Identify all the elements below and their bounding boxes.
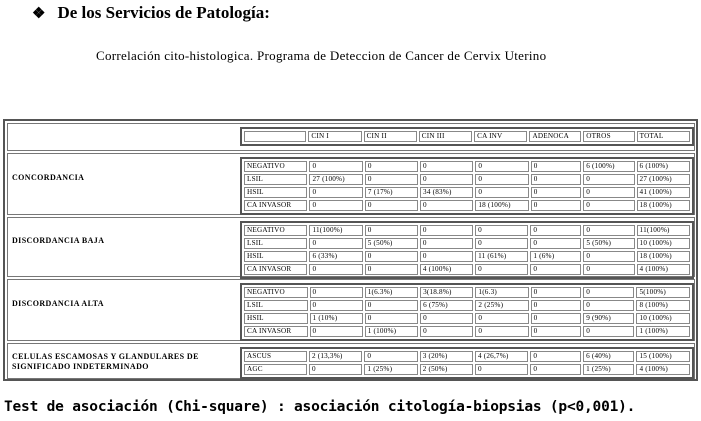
data-cell: 0: [420, 200, 473, 211]
column-header-cell: CIN I: [308, 131, 361, 142]
row-category-cell: HSIL: [244, 251, 307, 262]
data-cell: 4 (26,7%): [475, 351, 528, 362]
data-cell: 18 (100%): [475, 200, 528, 211]
data-cell: 0: [530, 364, 581, 375]
row-category-cell: LSIL: [244, 238, 307, 249]
data-cell: 0: [420, 174, 473, 185]
section-data-box: [240, 283, 694, 341]
data-cell: 2 (50%): [420, 364, 473, 375]
data-cell: 10 (100%): [636, 313, 690, 324]
row-category-cell: LSIL: [244, 300, 308, 311]
data-cell: 0: [583, 225, 634, 236]
data-cell: 1 (10%): [310, 313, 363, 324]
data-cell: 4 (100%): [637, 264, 690, 275]
data-cell: 27 (100%): [637, 174, 690, 185]
section-data-box: [240, 221, 694, 279]
section-data-box: [240, 347, 694, 379]
row-category-cell: CA INVASOR: [244, 264, 307, 275]
data-cell: 6 (75%): [420, 300, 473, 311]
data-cell: 0: [475, 364, 528, 375]
discordancia-baja-section: [7, 217, 695, 277]
table-row: [244, 161, 690, 172]
data-cell: 27 (100%): [309, 174, 362, 185]
table-row: [244, 364, 690, 375]
table-row: [244, 200, 690, 211]
header-row-box: [240, 127, 694, 146]
data-cell: 1(6.3%): [365, 287, 418, 298]
table-row: [244, 287, 690, 298]
data-cell: 0: [365, 161, 418, 172]
table-row: [244, 313, 690, 324]
row-category-cell: CA INVASOR: [244, 326, 308, 337]
data-cell: 0: [309, 238, 362, 249]
header-section: [7, 123, 695, 151]
data-cell: 10 (100%): [637, 238, 690, 249]
row-category-cell: NEGATIVO: [244, 287, 308, 298]
data-cell: 3(18.8%): [420, 287, 473, 298]
section-data-table: [242, 223, 692, 277]
column-header-cell: CIN III: [419, 131, 472, 142]
table-row: [244, 187, 690, 198]
data-cell: 0: [475, 238, 528, 249]
data-cell: 0: [365, 174, 418, 185]
data-cell: 0: [365, 264, 418, 275]
data-cell: 0: [583, 300, 634, 311]
data-cell: 18 (100%): [637, 251, 690, 262]
data-cell: 0: [531, 326, 582, 337]
section-data-table: [242, 159, 692, 213]
chi-square-note: Test de asociación (Chi-square) : asociación citología-biopsias (p<0,001).: [4, 399, 636, 415]
data-cell: 0: [420, 251, 473, 262]
data-cell: 5 (50%): [365, 238, 418, 249]
data-cell: 5 (50%): [583, 238, 634, 249]
data-cell: 11(100%): [309, 225, 362, 236]
data-cell: 6 (40%): [583, 351, 634, 362]
data-cell: 2 (25%): [475, 300, 528, 311]
data-cell: 4 (100%): [636, 364, 690, 375]
data-cell: 0: [365, 200, 418, 211]
section-heading: [32, 3, 270, 23]
data-cell: 1 (25%): [583, 364, 634, 375]
column-header-cell: OTROS: [583, 131, 634, 142]
data-cell: 0: [365, 300, 418, 311]
data-cell: 0: [309, 161, 362, 172]
section-label: DISCORDANCIA BAJA: [12, 236, 105, 245]
data-cell: 7 (17%): [365, 187, 418, 198]
correlation-table: [3, 119, 698, 381]
data-cell: 41 (100%): [637, 187, 690, 198]
data-cell: 1(6.3): [475, 287, 528, 298]
column-header-row: [244, 131, 690, 142]
data-cell: 0: [530, 225, 581, 236]
heading-text: De los Servicios de Patología:: [57, 3, 270, 22]
data-cell: 0: [531, 187, 581, 198]
data-cell: 0: [583, 187, 634, 198]
data-cell: 0: [531, 161, 581, 172]
column-header-table: [242, 129, 692, 144]
section-label: DISCORDANCIA ALTA: [12, 299, 104, 308]
section-label: CELULAS ESCAMOSAS Y GLANDULARES DE SIGNIFICADO INDETERMINADO: [12, 352, 199, 371]
data-cell: 0: [365, 313, 418, 324]
column-header-cell: ADENOCA: [529, 131, 581, 142]
discordancia-alta-section: [7, 279, 695, 341]
data-cell: 11 (61%): [475, 251, 528, 262]
data-cell: 0: [310, 287, 363, 298]
data-cell: 0: [364, 351, 417, 362]
data-cell: 0: [530, 264, 581, 275]
section-data-box: [240, 157, 694, 215]
data-cell: 0: [530, 351, 581, 362]
data-cell: 15 (100%): [636, 351, 690, 362]
data-cell: 0: [310, 326, 363, 337]
data-cell: 0: [309, 200, 362, 211]
data-cell: 1 (6%): [530, 251, 581, 262]
section-data-table: [242, 285, 692, 339]
column-header-cell: CA INV: [474, 131, 527, 142]
data-cell: 0: [583, 200, 634, 211]
row-category-cell: ASCUS: [244, 351, 307, 362]
row-category-cell: LSIL: [244, 174, 307, 185]
data-cell: 6 (100%): [583, 161, 634, 172]
data-cell: 8 (100%): [636, 300, 690, 311]
data-cell: 1 (100%): [365, 326, 418, 337]
data-cell: 0: [583, 174, 634, 185]
column-header-cell: CIN II: [364, 131, 417, 142]
data-cell: 34 (83%): [420, 187, 473, 198]
column-header-cell: TOTAL: [637, 131, 690, 142]
data-cell: 6 (33%): [309, 251, 362, 262]
data-cell: 4 (100%): [420, 264, 473, 275]
table-row: [244, 238, 690, 249]
data-cell: 6 (100%): [637, 161, 690, 172]
data-cell: 0: [365, 251, 418, 262]
data-cell: 0: [420, 313, 473, 324]
data-cell: 0: [583, 326, 634, 337]
row-category-cell: CA INVASOR: [244, 200, 307, 211]
data-cell: 0: [475, 161, 528, 172]
data-cell: 2 (13,3%): [309, 351, 362, 362]
data-cell: 0: [420, 326, 473, 337]
section-data-table: [242, 349, 692, 377]
data-cell: 0: [475, 264, 528, 275]
data-cell: 0: [531, 300, 582, 311]
data-cell: 0: [583, 287, 634, 298]
data-cell: 0: [309, 264, 362, 275]
data-cell: 0: [475, 225, 528, 236]
data-cell: 0: [309, 364, 362, 375]
data-cell: 0: [531, 287, 582, 298]
data-cell: 0: [310, 300, 363, 311]
row-category-cell: AGC: [244, 364, 307, 375]
table-row: [244, 326, 690, 337]
concordancia-section: [7, 153, 695, 215]
data-cell: 0: [420, 238, 473, 249]
row-category-cell: HSIL: [244, 313, 308, 324]
column-header-cell: [244, 131, 306, 142]
ascus-agc-section: [7, 343, 695, 379]
data-cell: 1 (25%): [364, 364, 417, 375]
data-cell: 0: [583, 251, 634, 262]
data-cell: 3 (20%): [420, 351, 473, 362]
data-cell: 0: [420, 161, 473, 172]
data-cell: 0: [475, 326, 528, 337]
data-cell: 9 (90%): [583, 313, 634, 324]
row-category-cell: NEGATIVO: [244, 225, 307, 236]
data-cell: 0: [420, 225, 473, 236]
data-cell: 1 (100%): [636, 326, 690, 337]
data-cell: 18 (100%): [637, 200, 690, 211]
data-cell: 0: [365, 225, 418, 236]
data-cell: 0: [531, 200, 581, 211]
data-cell: 0: [583, 264, 634, 275]
table-row: [244, 225, 690, 236]
data-cell: 11(100%): [637, 225, 690, 236]
data-cell: 0: [531, 174, 581, 185]
table-row: [244, 264, 690, 275]
row-category-cell: HSIL: [244, 187, 307, 198]
data-cell: 5(100%): [636, 287, 690, 298]
table-row: [244, 251, 690, 262]
data-cell: 0: [309, 187, 362, 198]
data-cell: 0: [531, 313, 582, 324]
diamond-bullet-icon: ❖: [32, 5, 46, 22]
data-cell: 0: [475, 174, 528, 185]
data-cell: 0: [530, 238, 581, 249]
section-label: CONCORDANCIA: [12, 173, 85, 182]
row-category-cell: NEGATIVO: [244, 161, 307, 172]
data-cell: 0: [475, 313, 528, 324]
table-row: [244, 300, 690, 311]
table-subtitle: Correlación cito-histologica. Programa de Deteccion de Cancer de Cervix Uterino: [96, 48, 547, 63]
table-row: [244, 174, 690, 185]
data-cell: 0: [475, 187, 528, 198]
table-row: [244, 351, 690, 362]
